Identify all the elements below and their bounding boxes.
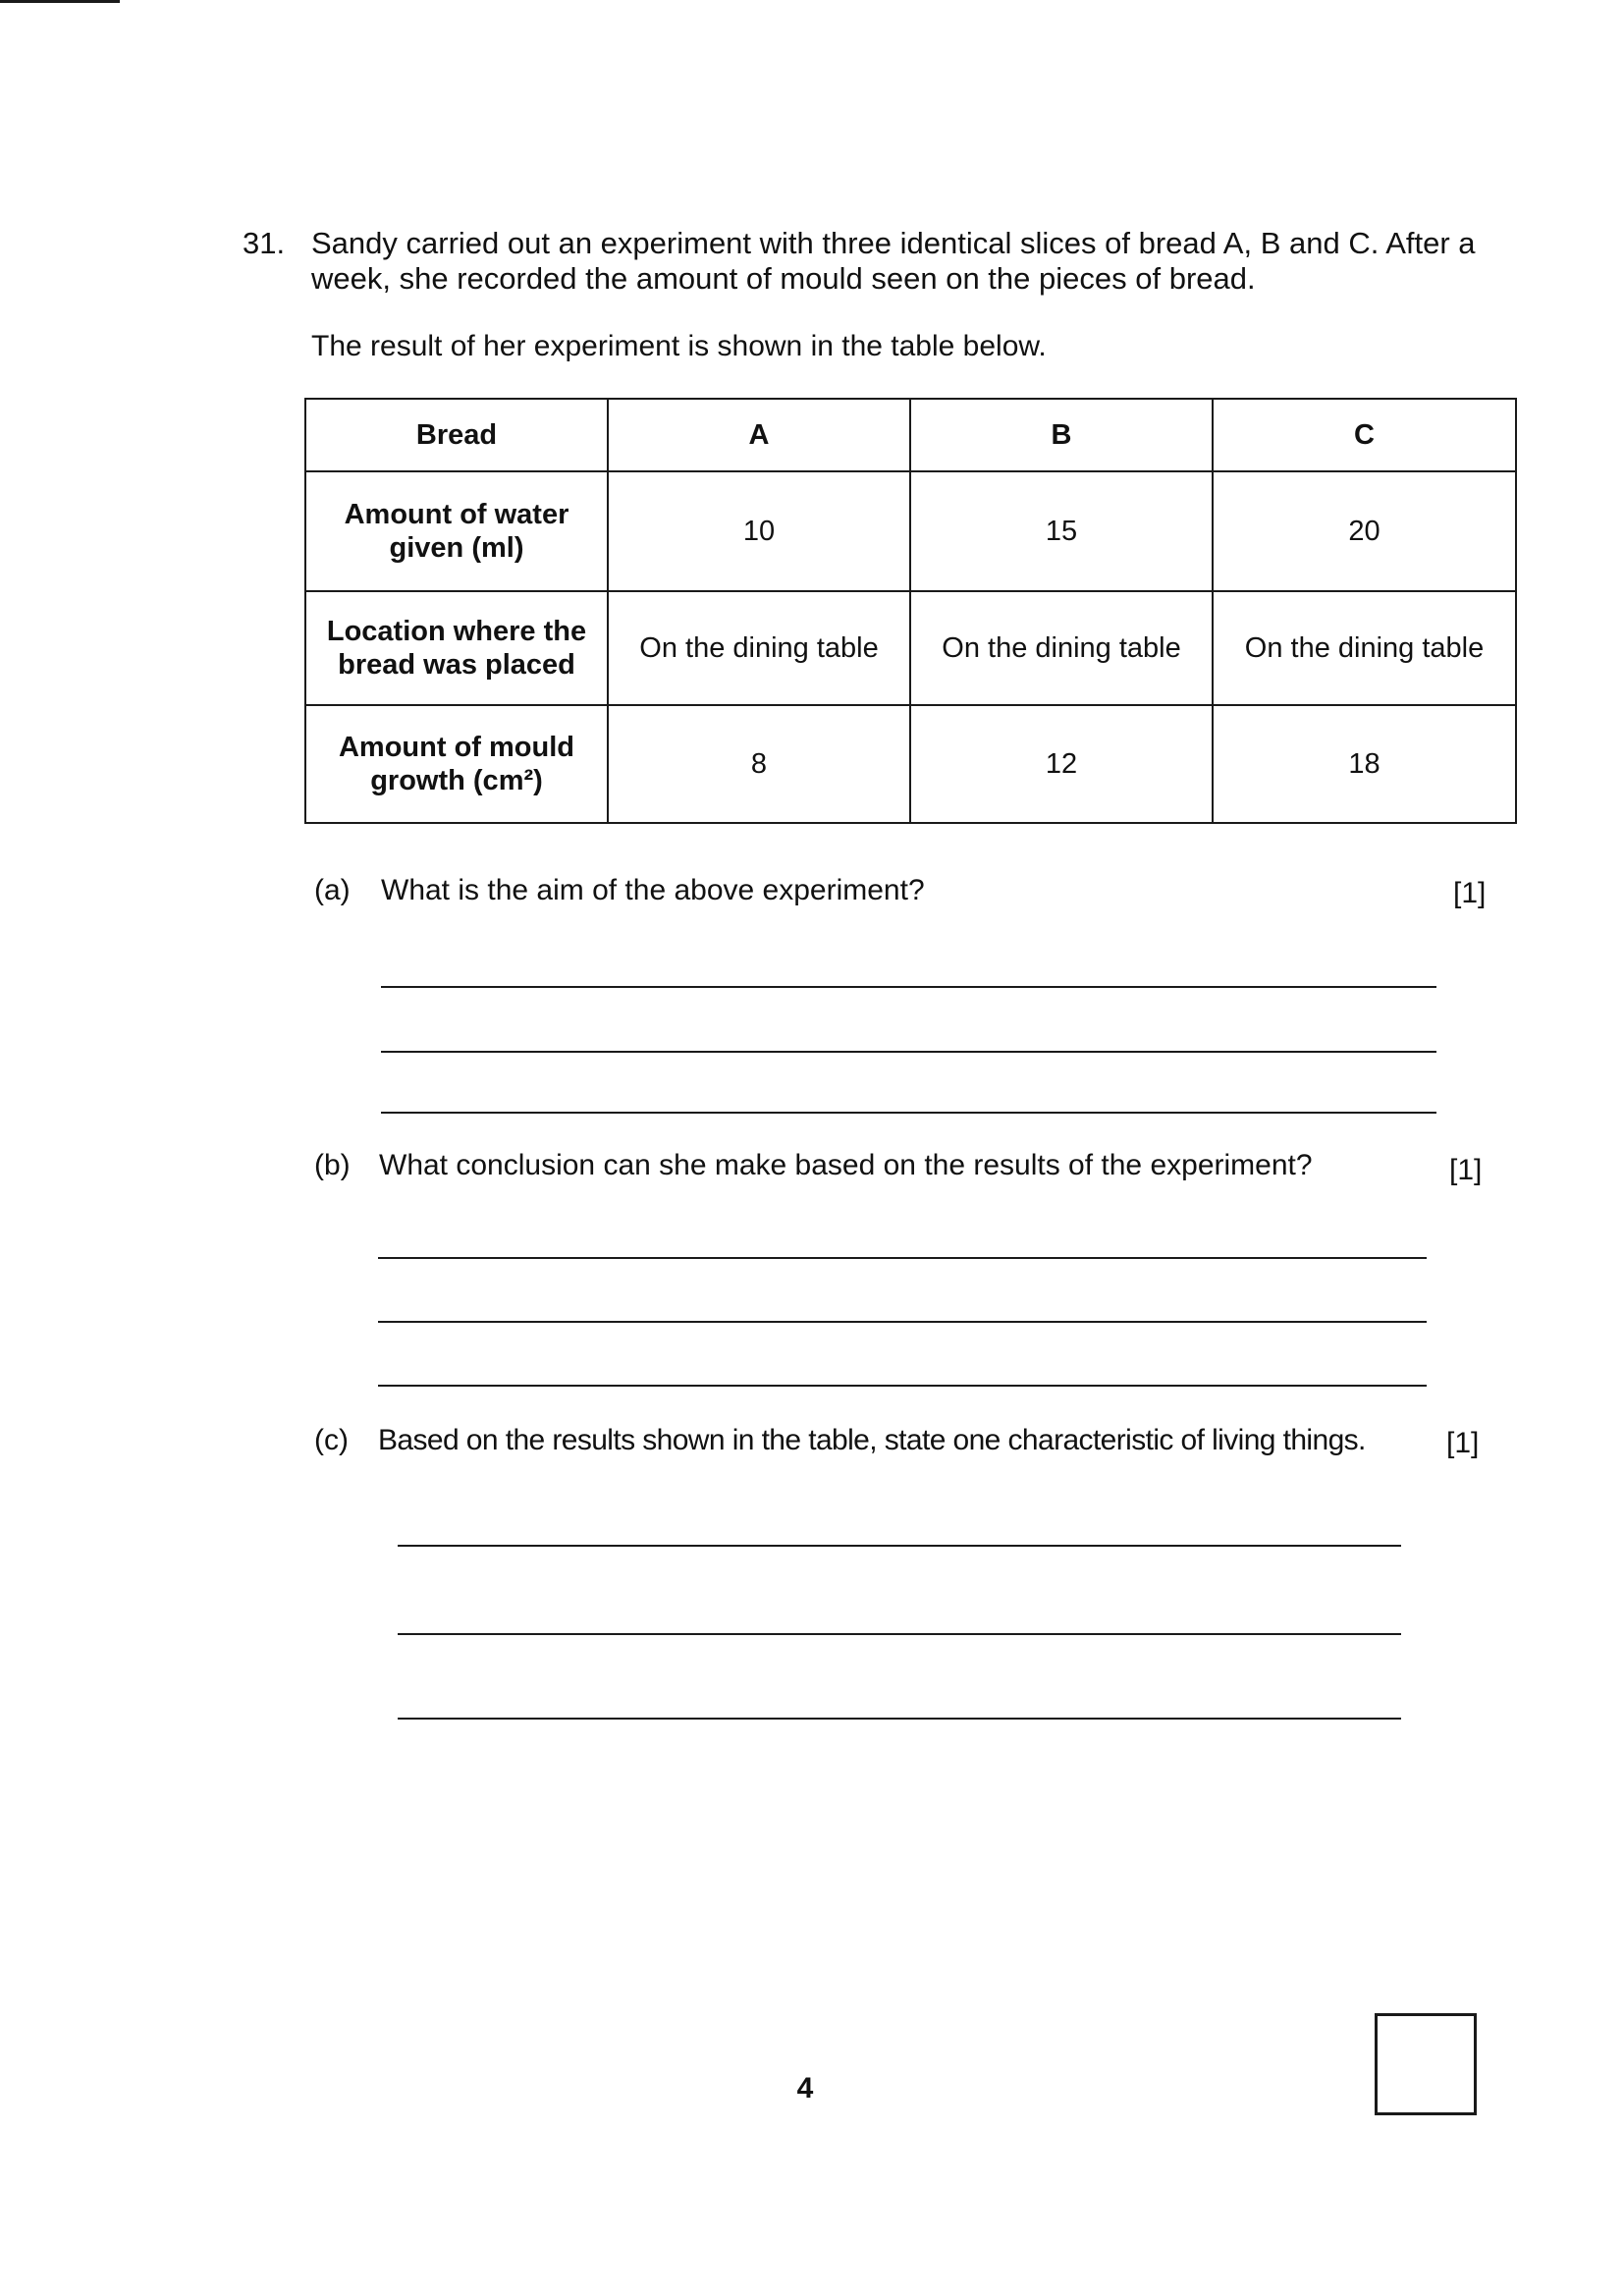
table-row-location (305, 591, 1516, 705)
cell-location-c: On the dining table (1213, 591, 1516, 705)
part-b-question: What conclusion can she make based on the results of the experiment? (379, 1149, 1313, 1181)
cell-location-b: On the dining table (910, 591, 1213, 705)
header-bread: Bread (305, 399, 608, 471)
part-c-answer-line-1[interactable] (398, 1545, 1401, 1547)
page-number: 4 (796, 2072, 814, 2105)
header-b: B (910, 399, 1213, 471)
part-b-answer-line-2[interactable] (378, 1321, 1427, 1323)
row-label-water: Amount of water given (ml) (305, 471, 608, 591)
part-c-letter: (c) (314, 1424, 349, 1456)
results-table (304, 398, 1517, 824)
part-a-answer-line-3[interactable] (381, 1112, 1436, 1114)
question-text: Sandy carried out an experiment with three identical slices of bread A, B and C. After a week, she recorded the amount of mould seen on the pieces of bread. (311, 226, 1476, 296)
cell-location-a: On the dining table (608, 591, 910, 705)
part-a-answer-line-2[interactable] (381, 1051, 1436, 1053)
cell-water-b: 15 (910, 471, 1213, 591)
row-label-location: Location where the bread was placed (305, 591, 608, 705)
row-label-mould: Amount of mould growth (cm²) (305, 705, 608, 823)
table-row-water (305, 471, 1516, 591)
part-a-question: What is the aim of the above experiment? (381, 874, 925, 906)
cell-mould-c: 18 (1213, 705, 1516, 823)
header-a: A (608, 399, 910, 471)
part-c-question: Based on the results shown in the table, state one characteristic of living things. (378, 1424, 1366, 1456)
part-b-marks: [1] (1449, 1154, 1483, 1186)
header-c: C (1213, 399, 1516, 471)
top-rule (0, 0, 120, 3)
part-b-answer-line-1[interactable] (378, 1257, 1427, 1259)
question-number: 31. (243, 226, 286, 260)
table-header-row (305, 399, 1516, 471)
cell-water-a: 10 (608, 471, 910, 591)
part-c-marks: [1] (1446, 1427, 1480, 1459)
part-b-letter: (b) (314, 1149, 351, 1181)
cell-mould-a: 8 (608, 705, 910, 823)
part-a-letter: (a) (314, 874, 351, 906)
table-row-mould (305, 705, 1516, 823)
part-c-answer-line-2[interactable] (398, 1633, 1401, 1635)
table-intro-text: The result of her experiment is shown in the table below. (311, 330, 1047, 362)
cell-water-c: 20 (1213, 471, 1516, 591)
cell-mould-b: 12 (910, 705, 1213, 823)
score-box[interactable] (1375, 2013, 1477, 2115)
part-c-answer-line-3[interactable] (398, 1718, 1401, 1720)
part-a-marks: [1] (1453, 877, 1487, 909)
part-b-answer-line-3[interactable] (378, 1385, 1427, 1387)
part-a-answer-line-1[interactable] (381, 986, 1436, 988)
